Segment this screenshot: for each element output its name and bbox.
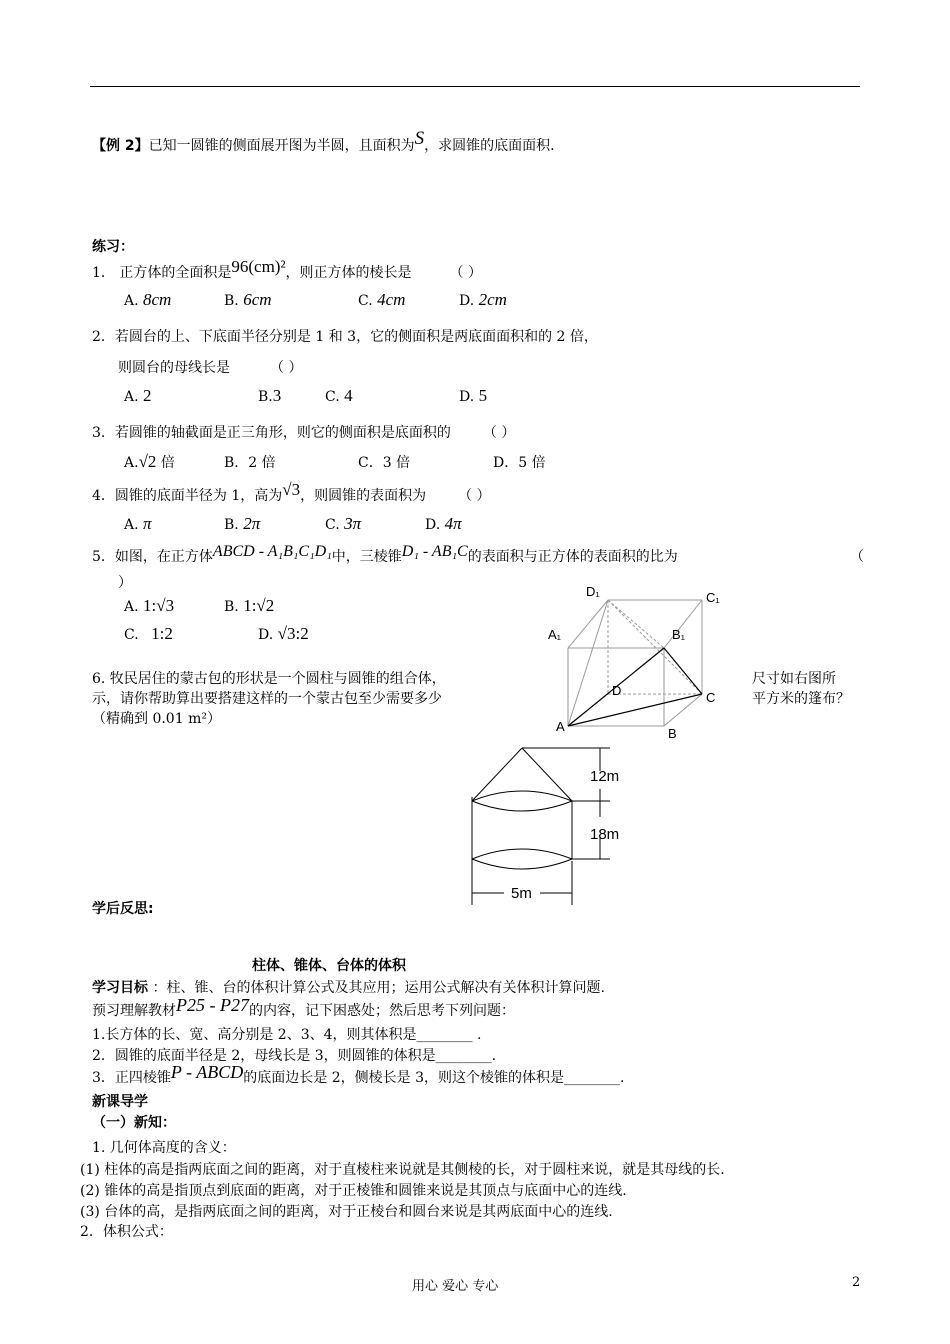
new-knowledge-title: （一）新知：: [92, 1115, 176, 1131]
knowledge-1-1: (1) 柱体的高是指两底面之间的距离，对于直棱柱来说就是其侧棱的长，对于圆柱来说，就是其母线的长.: [80, 1162, 725, 1178]
q5-option-d: D. √3:2: [258, 624, 309, 643]
yurt-label-total-height: 18m: [590, 826, 620, 843]
question-2: 2．若圆台的上、下底面半径分别是 1 和 3，它的侧面积是两底面面积和的 2 倍，: [92, 329, 598, 345]
q5-paren-right: ）: [118, 575, 132, 591]
q4-option-b: B. 2π: [224, 514, 261, 533]
cube-label-c: C: [706, 690, 716, 705]
q2-option-b: B.3: [258, 386, 282, 405]
q2-option-a: A. 2: [124, 386, 152, 405]
header-rule: [90, 86, 860, 87]
reflection-label: 学后反思:: [92, 901, 154, 917]
question-5: 5．如图，在正方体ABCD - A₁B₁C₁D₁中，三棱锥D₁ - AB₁C的表面积与正方体的表面积的比为: [92, 543, 678, 565]
yurt-label-width: 5m: [511, 885, 532, 902]
learning-goal: 学习目标 ：柱、锥、台的体积计算公式及其应用；运用公式解决有关体积计算问题.: [92, 980, 605, 996]
preview-line: 预习理解教材P25 - P27的内容，记下困惑处；然后思考下列问题：: [92, 995, 515, 1019]
question-3: 3．若圆锥的轴截面是正三角形，则它的侧面积是底面积的 （ ）: [92, 425, 516, 441]
q3-option-b: B．2 倍: [224, 455, 276, 471]
cube-label-d1: D₁: [586, 584, 600, 599]
q4-option-d: D. 4π: [425, 514, 462, 533]
q1-option-a: A. 8cm: [124, 290, 172, 309]
preview-q3: 3．正四棱锥P - ABCD的底面边长是 2，侧棱长是 3，则这个棱锥的体积是________.: [92, 1062, 625, 1086]
q5-paren-left: （: [850, 549, 864, 565]
q3-option-c: C．3 倍: [358, 455, 411, 471]
example-tag: 【例 2】: [92, 138, 149, 154]
q2-option-c: C. 4: [325, 386, 353, 405]
yurt-label-cone-height: 12m: [590, 768, 620, 785]
q4-option-c: C. 3π: [325, 514, 362, 533]
knowledge-1-3: (3) 台体的高，是指两底面之间的距离，对于正棱台和圆台来说是其两底面中心的连线.: [80, 1204, 613, 1220]
question-6: 6. 牧民居住的蒙古包的形状是一个圆柱与圆锥的组合体，: [92, 671, 446, 687]
cube-label-a1: A₁: [548, 627, 562, 642]
q5-option-a: A. 1:√3: [124, 596, 175, 615]
q5-option-b: B. 1:√2: [224, 596, 275, 615]
q5-option-c: C. 1:2: [124, 624, 173, 643]
knowledge-2: 2．体积公式：: [80, 1224, 173, 1240]
cube-label-b: B: [668, 726, 677, 741]
cube-label-c1: C₁: [706, 590, 720, 605]
example-2: 【例 2】已知一圆锥的侧面展开图为半圆，且面积为S，求圆锥的底面面积.: [92, 128, 555, 154]
page-number: 2: [852, 1275, 861, 1290]
knowledge-1: 1. 几何体高度的含义：: [92, 1140, 236, 1156]
cube-label-b1: B₁: [672, 627, 686, 642]
preview-q2: 2．圆锥的底面半径是 2，母线长是 3，则圆锥的体积是________.: [92, 1048, 497, 1064]
q2-option-d: D. 5: [459, 386, 488, 405]
knowledge-1-2: (2) 锥体的高是指顶点到底面的距离，对于正棱锥和圆锥来说是其顶点与底面中心的连线.: [80, 1183, 627, 1199]
question-6-line-2: 示，请你帮助算出要搭建这样的一个蒙古包至少需要多少: [92, 691, 442, 707]
question-1: 1． 正方体的全面积是96(cm)²，则正方体的棱长是 （ ）: [92, 257, 482, 281]
practice-title: 练习：: [92, 239, 134, 255]
q4-option-a: A. π: [124, 514, 152, 533]
q3-option-a: A.√2 倍: [124, 452, 175, 471]
question-6-right-2: 平方米的篷布？: [752, 691, 850, 707]
q3-option-d: D．5 倍: [493, 455, 546, 471]
question-4: 4．圆锥的底面半径为 1，高为√3，则圆锥的表面积为 （ ）: [92, 480, 491, 504]
question-6-right-1: 尺寸如右图所: [752, 671, 836, 687]
question-2-line-2: 则圆台的母线长是 （ ）: [118, 360, 303, 376]
cube-label-d: D: [612, 683, 622, 698]
new-lesson-title: 新课导学: [92, 1094, 148, 1110]
question-6-line-3: （精确到 0.01 m²）: [92, 711, 221, 727]
footer-text: 用心 爱心 专心: [412, 1279, 499, 1294]
q1-option-b: B. 6cm: [224, 290, 272, 309]
section-title: 柱体、锥体、台体的体积: [252, 958, 406, 974]
q1-option-d: D. 2cm: [459, 290, 507, 309]
preview-q1: 1.长方体的长、宽、高分别是 2、3、4，则其体积是________ .: [92, 1027, 482, 1043]
q1-option-c: C. 4cm: [358, 290, 406, 309]
cube-label-a: A: [556, 719, 565, 734]
